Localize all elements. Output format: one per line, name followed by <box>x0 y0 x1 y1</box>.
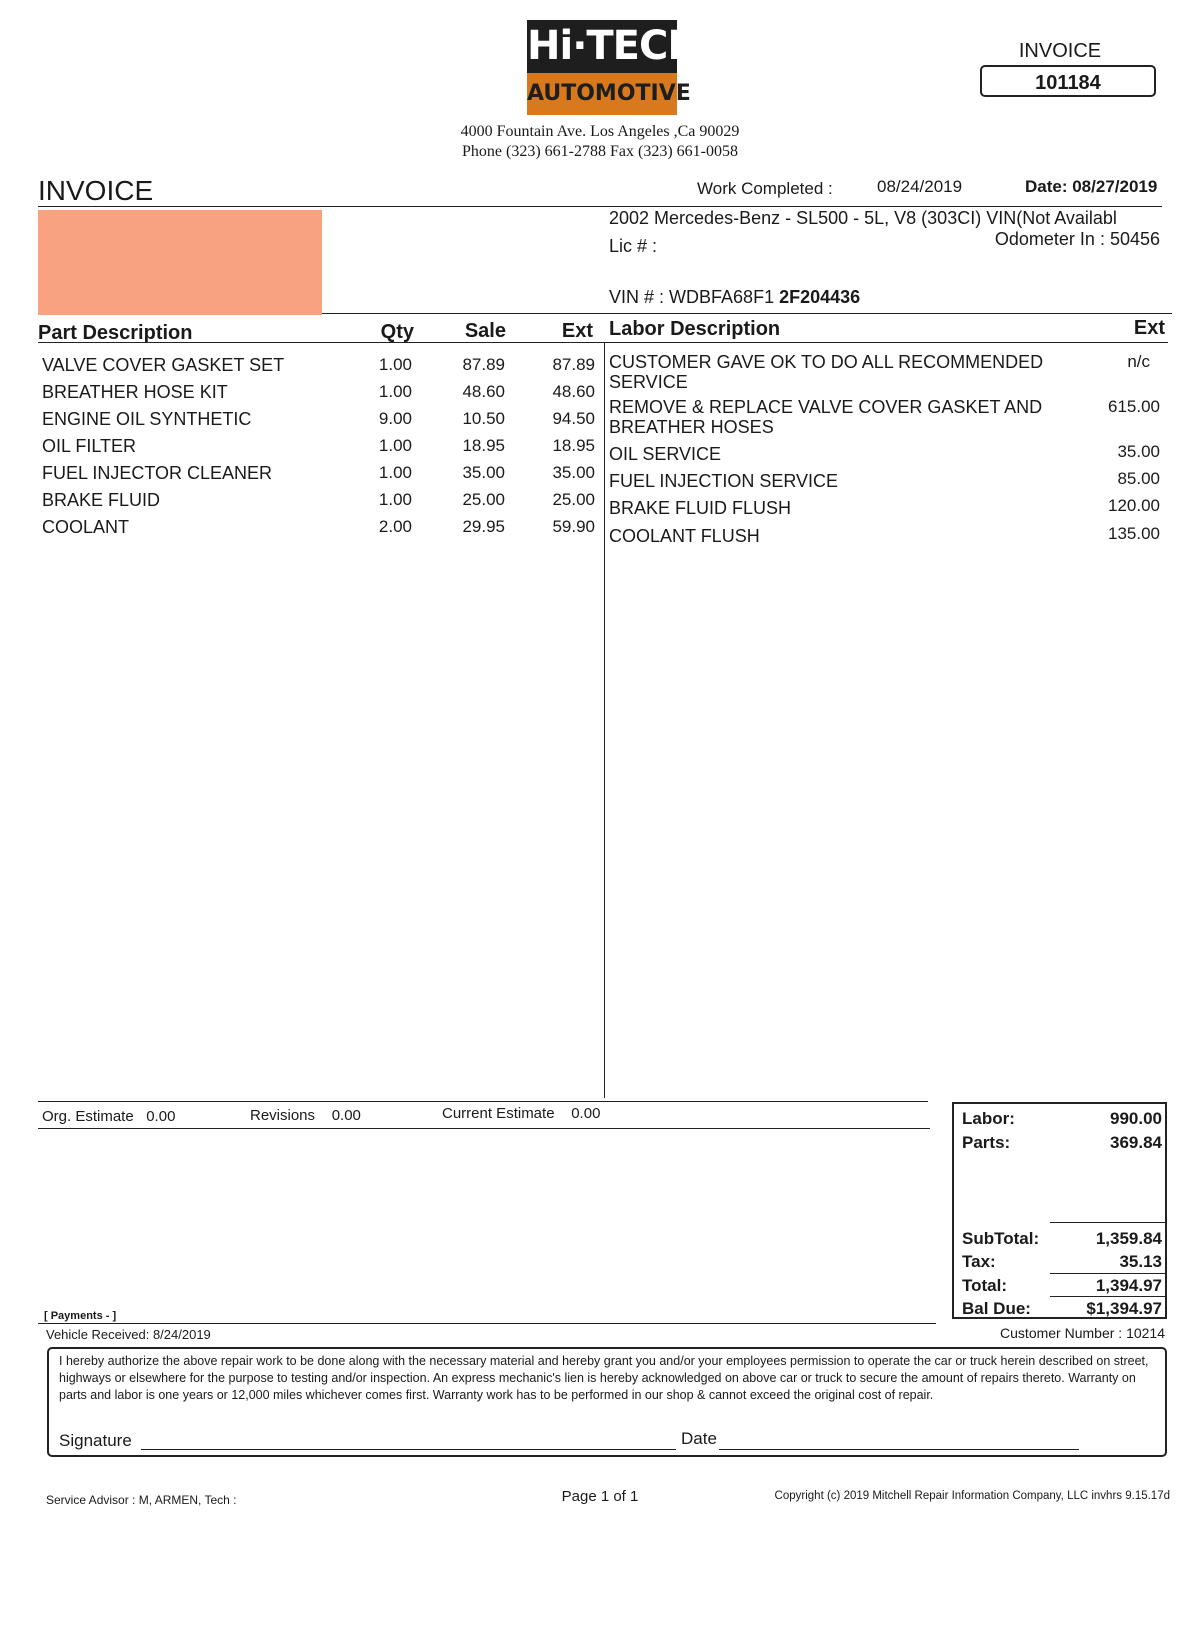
column-divider <box>604 343 605 1098</box>
vin-row <box>609 287 860 308</box>
vin-prefix: WDBFA68F1 <box>669 287 775 307</box>
tax-label: Tax: <box>962 1252 996 1271</box>
labor-description: OIL SERVICE <box>609 444 722 464</box>
current-estimate <box>442 1105 600 1122</box>
vin-label: VIN # : <box>609 287 665 307</box>
part-ext: 48.60 <box>552 382 595 401</box>
subtotal-label: SubTotal: <box>962 1229 1040 1248</box>
labor-description: COOLANT FLUSH <box>609 526 760 546</box>
labor-description: CUSTOMER GAVE OK TO DO ALL RECOMMENDED <box>609 352 1044 372</box>
labor-description: REMOVE & REPLACE VALVE COVER GASKET AND <box>609 397 1043 417</box>
balance-due-value: $1,394.97 <box>1086 1299 1162 1318</box>
total-value: 1,394.97 <box>1095 1276 1162 1295</box>
tax-value: 35.13 <box>1119 1252 1162 1271</box>
part-description: BREATHER HOSE KIT <box>42 382 228 402</box>
part-qty: 2.00 <box>378 517 412 536</box>
part-sale: 29.95 <box>462 517 505 536</box>
part-description: BRAKE FLUID <box>42 490 161 510</box>
labor-ext: 35.00 <box>1117 442 1160 461</box>
labor-total-label: Labor: <box>962 1109 1015 1128</box>
labor-description: BRAKE FLUID FLUSH <box>609 498 792 518</box>
parts-total-value: 369.84 <box>1110 1133 1162 1152</box>
org-estimate-value: 0.00 <box>146 1108 176 1125</box>
divider <box>38 1128 930 1129</box>
license-label: Lic # : <box>609 236 658 256</box>
labor-description-cont: BREATHER HOSES <box>609 417 774 437</box>
logo-bottom-text: AUTOMOTIVE <box>527 73 677 115</box>
labor-ext: 120.00 <box>1108 496 1160 515</box>
company-logo <box>527 20 700 115</box>
parts-total-label: Parts: <box>962 1133 1011 1152</box>
part-qty: 9.00 <box>378 409 412 428</box>
invoice-date: Date: 08/27/2019 <box>1025 177 1158 196</box>
part-sale: 35.00 <box>462 463 505 482</box>
signature-line[interactable] <box>141 1449 676 1450</box>
authorization-box <box>47 1347 1167 1457</box>
service-advisor: Service Advisor : M, ARMEN, Tech : <box>46 1493 237 1507</box>
divider <box>38 1101 928 1102</box>
part-sale: 18.95 <box>462 436 505 455</box>
page-title: INVOICE <box>38 175 154 206</box>
work-completed-date: 08/24/2019 <box>877 177 963 196</box>
redacted-customer-info <box>38 210 322 315</box>
labor-ext: 85.00 <box>1117 469 1160 488</box>
part-ext: 25.00 <box>552 490 595 509</box>
divider <box>1050 1273 1165 1274</box>
odometer: Odometer In : 50456 <box>994 229 1160 249</box>
divider <box>1050 1222 1165 1223</box>
signature-label: Signature <box>59 1431 132 1450</box>
part-ext: 35.00 <box>552 463 595 482</box>
balance-due-label: Bal Due: <box>962 1299 1031 1318</box>
ext-header: Ext <box>561 320 593 342</box>
date-line[interactable] <box>719 1449 1079 1450</box>
part-ext: 94.50 <box>552 409 595 428</box>
part-ext: 59.90 <box>552 517 595 536</box>
current-estimate-label: Current Estimate <box>442 1105 555 1122</box>
invoice-number: 101184 <box>980 65 1156 97</box>
part-sale: 87.89 <box>462 355 505 374</box>
labor-description: FUEL INJECTION SERVICE <box>609 471 839 491</box>
revisions-label: Revisions <box>250 1107 316 1124</box>
labor-ext: 135.00 <box>1108 524 1160 543</box>
qty-header: Qty <box>380 321 414 343</box>
invoice-label: INVOICE <box>1018 40 1102 62</box>
table-row <box>0 463 600 489</box>
table-row <box>0 490 600 516</box>
divider <box>38 206 1162 207</box>
part-description-header: Part Description <box>38 322 193 344</box>
part-qty: 1.00 <box>378 355 412 374</box>
part-description: FUEL INJECTOR CLEANER <box>42 463 273 483</box>
part-qty: 1.00 <box>378 436 412 455</box>
page-number: Page 1 of 1 <box>561 1488 639 1505</box>
org-estimate-label: Org. Estimate <box>42 1108 134 1125</box>
table-row <box>0 436 600 462</box>
org-estimate <box>42 1108 175 1125</box>
shop-phone: Phone (323) 661-2788 Fax (323) 661-0058 <box>462 143 738 160</box>
table-row <box>0 517 600 543</box>
divider <box>1050 1296 1165 1297</box>
logo-top-text: Hi·TECH <box>527 20 677 73</box>
part-description: ENGINE OIL SYNTHETIC <box>42 409 252 429</box>
vehicle-description: 2002 Mercedes-Benz - SL500 - 5L, V8 (303CI) VIN(Not Availabl <box>609 208 1117 228</box>
totals-box <box>952 1102 1167 1319</box>
total-label: Total: <box>962 1276 1008 1295</box>
divider <box>38 1323 936 1324</box>
part-ext: 87.89 <box>552 355 595 374</box>
part-qty: 1.00 <box>378 382 412 401</box>
part-description: VALVE COVER GASKET SET <box>42 355 285 375</box>
sale-header: Sale <box>464 320 506 342</box>
part-description: OIL FILTER <box>42 436 137 456</box>
table-row <box>0 409 600 435</box>
customer-number: Customer Number : 10214 <box>1000 1325 1165 1341</box>
payments-label: [ Payments - ] <box>44 1310 117 1322</box>
labor-ext-header: Ext <box>1133 317 1165 339</box>
subtotal-value: 1,359.84 <box>1095 1229 1162 1248</box>
part-description: COOLANT <box>42 517 130 537</box>
labor-description-header: Labor Description <box>609 318 781 340</box>
revisions <box>250 1107 361 1124</box>
part-qty: 1.00 <box>378 490 412 509</box>
vehicle-received: Vehicle Received: 8/24/2019 <box>46 1327 211 1342</box>
divider <box>38 342 1168 343</box>
authorization-text: I hereby authorize the above repair work to be done along with the necessary material and hereby grant you and/or your employees permission to operate the car or truck herein described on street, highways or elsewhere for the purpose to testing and/or inspection. An express mechanic's lien is hereby acknowledged on above car or truck to secure the amount of repairs thereto. Warranty on parts and labor is one years or 12,000 miles whichever comes first. Warranty work has to be performed in our shop & cannot exceed the original cost of repair. <box>59 1354 1149 1402</box>
table-row <box>0 355 600 381</box>
part-sale: 25.00 <box>462 490 505 509</box>
part-ext: 18.95 <box>552 436 595 455</box>
labor-ext: 615.00 <box>1108 397 1160 416</box>
labor-total-value: 990.00 <box>1110 1109 1162 1128</box>
part-sale: 48.60 <box>462 382 505 401</box>
part-qty: 1.00 <box>378 463 412 482</box>
labor-ext: n/c <box>1127 352 1150 371</box>
vin-suffix: 2F204436 <box>779 287 861 307</box>
table-row <box>0 382 600 408</box>
shop-address: 4000 Fountain Ave. Los Angeles ,Ca 90029 <box>460 123 740 140</box>
divider <box>322 313 1172 314</box>
date-label: Date <box>681 1429 717 1448</box>
part-sale: 10.50 <box>462 409 505 428</box>
work-completed-label: Work Completed : <box>697 179 833 198</box>
revisions-value: 0.00 <box>331 1107 361 1124</box>
current-estimate-value: 0.00 <box>571 1105 601 1122</box>
copyright: Copyright (c) 2019 Mitchell Repair Information Company, LLC invhrs 9.15.17d <box>774 1490 1170 1502</box>
labor-description-cont: SERVICE <box>609 372 688 392</box>
